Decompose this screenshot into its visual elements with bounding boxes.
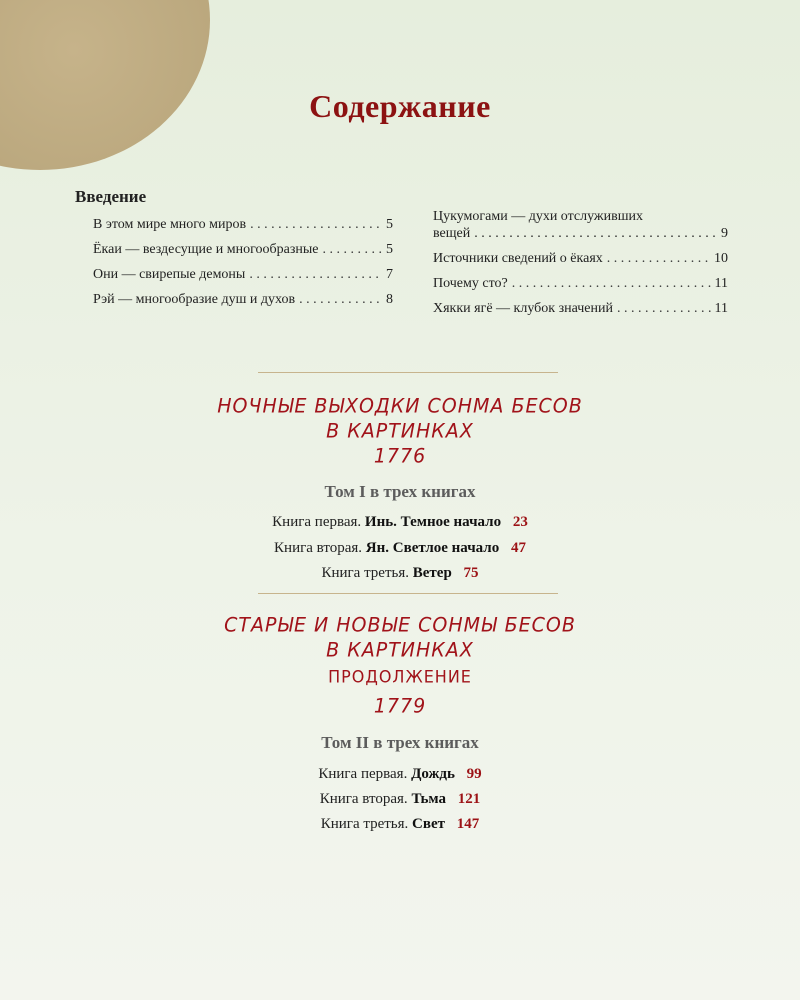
part2-title-line1: СТАРЫЕ И НОВЫЕ СОНМЫ БЕСОВ bbox=[224, 613, 576, 637]
toc-entry-title: Почему сто? bbox=[433, 276, 508, 291]
part2-book-entry[interactable] bbox=[0, 766, 800, 783]
part1-title-line2: В КАРТИНКАХ bbox=[326, 419, 474, 443]
part2-subtitle: ПРОДОЛЖЕНИЕ bbox=[328, 666, 472, 687]
toc-entry-page: 11 bbox=[714, 276, 728, 291]
book-name: Ян. Светлое начало bbox=[365, 540, 500, 556]
toc-entry-title: Ёкаи — вездесущие и многообразные bbox=[93, 242, 319, 257]
page-title: Содержание bbox=[309, 88, 491, 124]
toc-entry-page: 8 bbox=[386, 292, 393, 307]
intro-heading: Введение bbox=[75, 187, 147, 206]
part1-book-entry[interactable] bbox=[0, 514, 800, 531]
book-prefix: Книга первая. bbox=[272, 514, 362, 530]
toc-entry-page: 10 bbox=[714, 251, 728, 266]
toc-leader bbox=[617, 300, 711, 317]
toc-leader bbox=[512, 275, 711, 292]
toc-entry[interactable] bbox=[433, 208, 728, 242]
toc-entry-title: Источники сведений о ёкаях bbox=[433, 251, 603, 266]
part1-year: 1776 bbox=[373, 444, 427, 468]
toc-leader bbox=[250, 216, 382, 233]
toc-leader bbox=[249, 266, 382, 283]
toc-entry[interactable] bbox=[93, 216, 393, 233]
part2-title-line2: В КАРТИНКАХ bbox=[326, 638, 474, 662]
book-prefix: Книга третья. bbox=[320, 816, 409, 832]
toc-entry-page: 7 bbox=[386, 267, 393, 282]
toc-entry[interactable] bbox=[93, 291, 393, 308]
intro-left-column bbox=[93, 216, 393, 316]
part2-book-entry[interactable] bbox=[0, 791, 800, 808]
toc-entry[interactable] bbox=[93, 266, 393, 283]
section-divider bbox=[258, 372, 558, 373]
book-page: 121 bbox=[457, 791, 481, 807]
toc-entry-page: 9 bbox=[721, 226, 728, 241]
toc-entry-title: Они — свирепые демоны bbox=[93, 267, 246, 282]
part1-book-entry[interactable] bbox=[0, 565, 800, 582]
book-prefix: Книга третья. bbox=[321, 565, 410, 581]
toc-entry-title: Хякки ягё — клубок значений bbox=[433, 301, 613, 316]
toc-entry-page: 5 bbox=[386, 217, 393, 232]
part1-title-line1: НОЧНЫЕ ВЫХОДКИ СОНМА БЕСОВ bbox=[217, 394, 583, 418]
toc-leader bbox=[607, 250, 710, 267]
toc-entry-title: Рэй — многообразие душ и духов bbox=[93, 292, 296, 307]
toc-entry-title: В этом мире много миров bbox=[93, 217, 247, 232]
part1-book-entry[interactable] bbox=[0, 540, 800, 557]
toc-leader bbox=[299, 291, 382, 308]
book-page: 147 bbox=[456, 816, 480, 832]
toc-leader bbox=[474, 225, 717, 242]
book-prefix: Книга первая. bbox=[318, 766, 408, 782]
book-name: Инь. Темное начало bbox=[364, 514, 502, 530]
intro-right-column bbox=[433, 208, 728, 325]
toc-entry-page: 11 bbox=[714, 301, 728, 316]
book-name: Дождь bbox=[411, 766, 455, 782]
toc-entry[interactable] bbox=[433, 275, 728, 292]
book-name: Ветер bbox=[412, 565, 452, 581]
book-page: 99 bbox=[466, 766, 482, 782]
book-prefix: Книга вторая. bbox=[274, 540, 363, 556]
part2-year: 1779 bbox=[373, 694, 427, 718]
part2-book-entry[interactable] bbox=[0, 816, 800, 833]
book-page: 75 bbox=[463, 565, 479, 581]
book-page: 23 bbox=[512, 514, 528, 530]
book-name: Свет bbox=[412, 816, 446, 832]
book-page: 47 bbox=[510, 540, 526, 556]
part2-volume-heading: Том II в трех книгах bbox=[321, 733, 479, 752]
book-prefix: Книга вторая. bbox=[319, 791, 408, 807]
toc-entry[interactable] bbox=[433, 250, 728, 267]
book-name: Тьма bbox=[411, 791, 447, 807]
toc-entry-page: 5 bbox=[386, 242, 393, 257]
decorative-moon bbox=[0, 0, 210, 170]
toc-entry[interactable] bbox=[93, 241, 393, 258]
toc-entry[interactable] bbox=[433, 300, 728, 317]
part1-volume-heading: Том I в трех книгах bbox=[324, 482, 476, 501]
section-divider bbox=[258, 593, 558, 594]
toc-leader bbox=[322, 241, 382, 258]
toc-entry-title-cont: вещей bbox=[433, 226, 471, 241]
toc-entry-title: Цукумогами — духи отслуживших bbox=[433, 209, 643, 224]
